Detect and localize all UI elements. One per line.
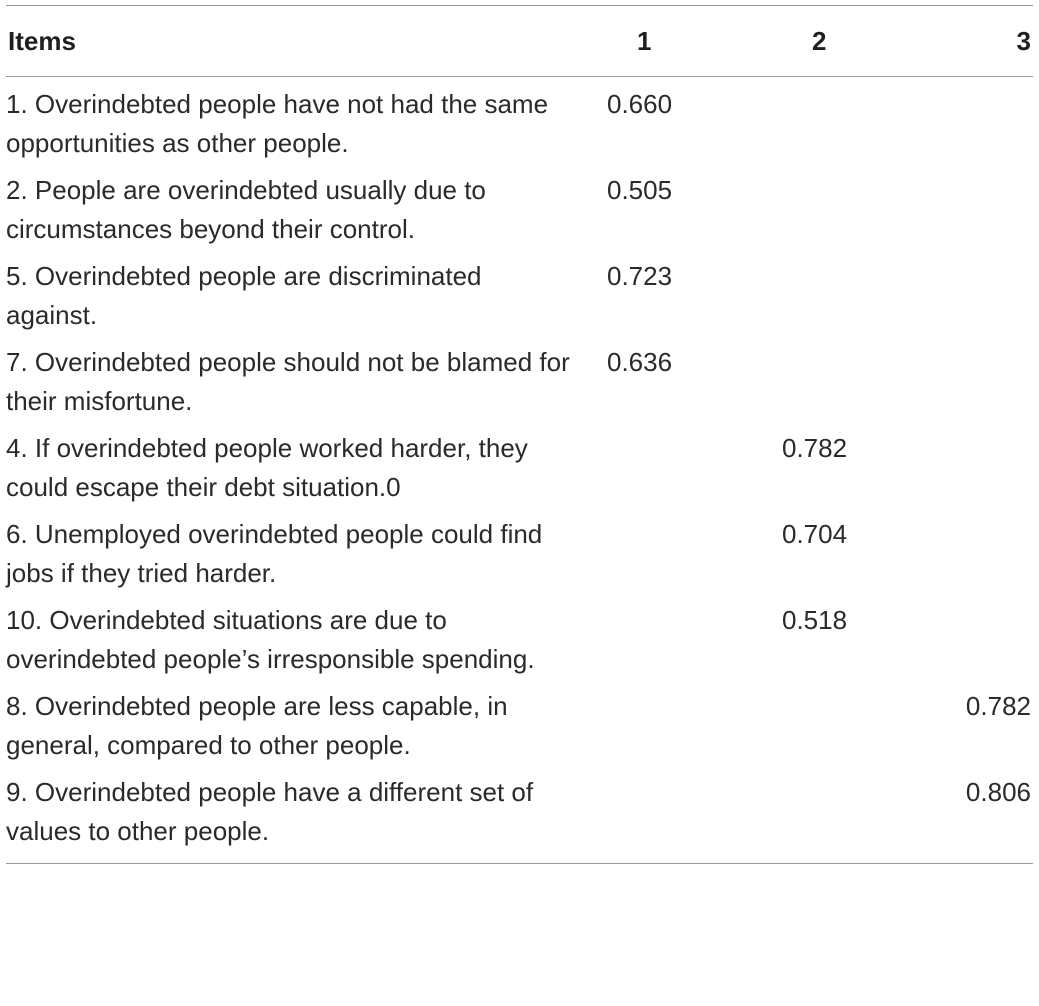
loading-factor-3 (898, 421, 1033, 507)
header-factor-2: 2 (812, 25, 827, 56)
table-row (6, 765, 1033, 864)
loading-factor-1: 0.636 (607, 347, 673, 377)
factor-loadings-table (6, 5, 1033, 864)
loading-factor-1 (592, 507, 722, 593)
loading-factor-2 (722, 249, 898, 335)
header-factor-3: 3 (1016, 25, 1031, 56)
table-row (6, 335, 1033, 421)
loading-factor-2 (722, 679, 898, 765)
table-row (6, 163, 1033, 249)
loading-factor-1: 0.505 (607, 175, 673, 205)
loading-factor-3 (898, 163, 1033, 249)
table-row (6, 249, 1033, 335)
loading-factor-3 (898, 507, 1033, 593)
loading-factor-3 (898, 77, 1033, 164)
table-row (6, 679, 1033, 765)
loading-factor-2 (722, 335, 898, 421)
loading-factor-1 (592, 679, 722, 765)
factor-loadings-table-container (6, 5, 1033, 864)
header-items: Items (8, 25, 76, 56)
header-factor-1: 1 (637, 25, 652, 56)
loading-factor-3 (898, 249, 1033, 335)
loading-factor-3 (898, 335, 1033, 421)
loading-factor-2 (722, 77, 898, 164)
loading-factor-1 (592, 421, 722, 507)
loading-factor-2: 0.782 (782, 433, 848, 463)
item-text: 10. Overindebted situations are due to overindebted people’s irresponsible spending. (6, 605, 535, 674)
loading-factor-2: 0.704 (782, 519, 848, 549)
item-text: 4. If overindebted people worked harder, they could escape their debt situation.0 (6, 433, 528, 502)
item-text: 2. People are overindebted usually due to circumstances beyond their control. (6, 175, 486, 244)
loading-factor-2 (722, 765, 898, 864)
item-text: 8. Overindebted people are less capable, in general, compared to other people. (6, 691, 508, 760)
item-text: 9. Overindebted people have a different set of values to other people. (6, 777, 534, 846)
loading-factor-3: 0.806 (965, 777, 1031, 807)
item-text: 5. Overindebted people are discriminated against. (6, 261, 482, 330)
loading-factor-2 (722, 163, 898, 249)
loading-factor-1: 0.723 (607, 261, 673, 291)
table-row (6, 421, 1033, 507)
loading-factor-1 (592, 765, 722, 864)
table-row (6, 593, 1033, 679)
loading-factor-3: 0.782 (965, 691, 1031, 721)
table-row (6, 507, 1033, 593)
header-row (6, 6, 1033, 77)
table-body (6, 77, 1033, 864)
table-row (6, 77, 1033, 164)
loading-factor-3 (898, 593, 1033, 679)
item-text: 7. Overindebted people should not be blamed for their misfortune. (6, 347, 570, 416)
item-text: 1. Overindebted people have not had the same opportunities as other people. (6, 89, 549, 158)
table-header (6, 6, 1033, 77)
loading-factor-1: 0.660 (607, 89, 673, 119)
item-text: 6. Unemployed overindebted people could find jobs if they tried harder. (6, 519, 543, 588)
loading-factor-2: 0.518 (782, 605, 848, 635)
loading-factor-1 (592, 593, 722, 679)
